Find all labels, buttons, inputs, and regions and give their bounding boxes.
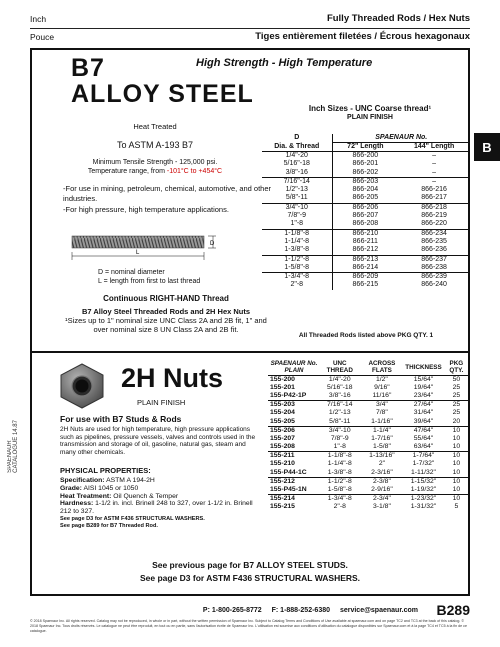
table-cell: 1-3/4"-8 xyxy=(320,495,360,504)
table-cell: 25 xyxy=(443,401,470,410)
table-cell: 155-200 xyxy=(270,375,295,383)
table-row xyxy=(262,281,470,289)
table-cell: 47/64" xyxy=(404,426,442,435)
contact-info xyxy=(195,607,418,614)
table-row xyxy=(268,435,470,443)
hardness-line: Hardness: 1-1/2 in. incl. Brinell 248 to 327, over 1-1/2 in. Brinell 212 to 327. xyxy=(60,500,253,516)
table-cell: 10 xyxy=(452,485,461,493)
table-cell: 1-3/4"-8 xyxy=(262,273,332,282)
catalog-brand: SPAENAUR xyxy=(7,440,13,473)
table-cell: 1/4"-20 xyxy=(285,152,308,159)
table-cell: 866-240 xyxy=(421,281,447,289)
see-previous-note: See previous page for B7 ALLOY STEEL STUDS. xyxy=(152,560,348,570)
tensile-info xyxy=(60,158,250,176)
table-cell: 2-9/16" xyxy=(371,485,393,493)
grade-line: Grade: AISI 1045 or 1050 xyxy=(60,484,139,492)
table-row xyxy=(268,495,470,504)
table-cell: 866-210 xyxy=(332,229,398,238)
table-cell: 155-211 xyxy=(268,452,320,461)
table-cell: 31/64" xyxy=(413,409,434,417)
rods-group-header: SPAENAUR No. xyxy=(332,134,470,143)
table-cell: 1-31/32" xyxy=(410,503,437,511)
table-cell: 27/64" xyxy=(404,401,442,410)
table-cell: 155-P45-1N xyxy=(270,485,307,493)
table-row xyxy=(262,169,470,178)
table-cell: 3/4"-10 xyxy=(262,203,332,212)
table-cell: 155-208 xyxy=(270,443,295,451)
section-divider xyxy=(30,351,470,353)
table-row xyxy=(262,160,470,168)
table-cell: 866-217 xyxy=(421,194,447,202)
table-cell: 5/16"-18 xyxy=(327,383,353,391)
alloy-steel-title: ALLOY STEEL xyxy=(71,80,254,108)
table-cell: 7/16"-14 xyxy=(320,401,360,410)
table-cell: 1-23/32" xyxy=(404,495,442,504)
table-cell: 155-201 xyxy=(270,383,295,391)
table-cell: 866-235 xyxy=(421,237,447,245)
table-cell: 5 xyxy=(454,503,459,511)
nuts-table xyxy=(268,360,470,511)
nuts-description: 2H Nuts are used for high temperature, high pressure applications such as pipelines, pressure vessels, valves and controls used in the transmission and storage of oil, gasoline, natural gas, steam and many other chemicals. xyxy=(60,426,256,456)
b7-subtitle: High Strength - High Temperature xyxy=(196,57,373,69)
table-cell: 866-214 xyxy=(332,264,398,273)
washer-note: See page D3 for ASTM F436 STRUCTURAL WASHERS. xyxy=(60,515,205,522)
table-row xyxy=(262,203,470,212)
nuts-col-part: SPAENAUR No. PLAIN xyxy=(268,360,320,375)
section-tab[interactable]: B xyxy=(474,133,500,161)
table-cell: 3/4" xyxy=(360,401,405,410)
table-cell: 155-214 xyxy=(268,495,320,504)
table-cell: 866-238 xyxy=(421,263,447,271)
table-cell: 866-239 xyxy=(398,273,470,282)
table-row xyxy=(268,426,470,435)
table-cell: 155-P44-1C xyxy=(270,468,307,476)
table-cell: 10 xyxy=(452,460,461,468)
table-cell: 866-215 xyxy=(332,281,398,289)
table-row xyxy=(268,418,470,427)
table-cell: 1-5/8" xyxy=(372,443,391,451)
table-cell: 1-3/8"-8 xyxy=(284,246,310,254)
b7-use-item: -For high pressure, high temperature applications. xyxy=(63,205,229,214)
table-cell: 2"-8 xyxy=(333,503,346,511)
table-cell: 2-3/4" xyxy=(360,495,405,504)
table-cell: 1-1/2"-8 xyxy=(262,255,332,264)
table-cell: 10 xyxy=(452,434,461,442)
hex-nut-image xyxy=(58,363,106,409)
table-row xyxy=(268,443,470,452)
table-row xyxy=(262,177,470,186)
table-row xyxy=(262,186,470,194)
table-cell: 10 xyxy=(443,452,470,461)
nuts-col-flats: ACROSS FLATS xyxy=(360,360,405,375)
table-cell: 1-1/8"-8 xyxy=(320,452,360,461)
nuts-use-heading: For use with B7 Studs & Rods xyxy=(60,414,182,424)
table-cell: 1-7/64" xyxy=(404,452,442,461)
header-left-fr: Pouce xyxy=(30,32,55,42)
table-row xyxy=(268,460,470,468)
b7-title: B7 xyxy=(71,54,105,82)
astm-label: To ASTM A-193 B7 xyxy=(116,140,194,150)
table-cell: – xyxy=(398,177,470,186)
table-cell: 866-200 xyxy=(332,152,398,161)
rods-col-144: 144" Length xyxy=(398,143,470,152)
b7-note xyxy=(60,307,272,334)
table-row xyxy=(268,452,470,461)
table-row xyxy=(262,194,470,203)
table-cell: 1/2"-13 xyxy=(285,186,308,194)
b7-uses-list xyxy=(63,184,273,217)
phone-number[interactable]: P: 1-800-265-8772 xyxy=(202,607,262,614)
table-cell: 155-P42-1P xyxy=(270,392,307,400)
table-cell: 1-1/4"-8 xyxy=(284,237,310,245)
table-cell: 10 xyxy=(443,495,470,504)
table-cell: – xyxy=(432,160,437,168)
table-cell: 1/2"-13 xyxy=(328,409,351,417)
tensile-strength: Minimum Tensile Strength - 125,000 psi. xyxy=(92,159,218,166)
dimension-legend xyxy=(98,269,200,286)
table-cell: 7/8" xyxy=(375,409,388,417)
table-cell: 11/16" xyxy=(372,392,392,400)
l-legend: L = length from first to last thread xyxy=(98,277,201,285)
temperature-range: Temperature range, from -101°C to +454°C xyxy=(87,168,223,175)
table-row xyxy=(268,469,470,478)
table-cell: 23/64" xyxy=(413,392,434,400)
table-cell: 1/4"-20 xyxy=(328,375,351,383)
table-cell: 1"-8 xyxy=(290,220,304,228)
table-cell: 2-3/8" xyxy=(360,477,405,486)
table-cell: 155-210 xyxy=(270,460,295,468)
table-cell: 155-205 xyxy=(270,417,295,425)
table-row xyxy=(262,220,470,229)
table-cell: 10 xyxy=(443,477,470,486)
nuts-col-qty: PKG QTY. xyxy=(443,360,470,375)
table-cell: 866-237 xyxy=(398,255,470,264)
copyright-text: © 2018 Spaenaur Inc. All rights reserved. Catalog may not be reproduced, in whole or in part, without the written permission of Spaenaur Inc. Subject to Catalog Terms and Conditions of Use available at spaenaur.com and on page TC2 and TC3 at the back of this catalog. © 2018 Spaenaur Inc. Tous droits réservés. Le catalogue ne peut être reproduit, en tout ou en partie, sans l'autorisation écrite de Spaenaur Inc. L'utilisation est soumise aux conditions d'utilisation du catalogue disponibles sur Spaenaur.com et à la page TC4 et TC5 à la fin de ce catalogue. xyxy=(30,619,467,633)
table-cell: 19/64" xyxy=(413,383,434,391)
table-cell: 1-1/4" xyxy=(360,426,405,435)
table-cell: 155-215 xyxy=(270,503,295,511)
table-cell: 25 xyxy=(452,383,461,391)
table-cell: 7/16"-14 xyxy=(262,177,332,186)
table-cell: – xyxy=(432,152,437,159)
table-row xyxy=(268,392,470,401)
table-cell: 7/8"-9 xyxy=(287,212,306,220)
table-row xyxy=(262,273,470,282)
table-cell: 155-203 xyxy=(268,401,320,410)
dim-l-label: L xyxy=(136,250,140,256)
table-cell: 866-201 xyxy=(332,160,398,168)
table-cell: 2-3/16" xyxy=(371,468,393,476)
table-cell: 155-207 xyxy=(270,434,295,442)
table-cell: 866-218 xyxy=(398,203,470,212)
b7-note-text: ¹Sizes up to 1" nominal size UNC Class 2A and 2B fit, 1" and over nominal size 8 UN Class 2A and 2B fit. xyxy=(65,316,267,334)
email-link[interactable]: service@spaenaur.com xyxy=(339,607,418,614)
table-cell: 55/64" xyxy=(413,434,434,442)
heat-treatment-line: Heat Treatment: Oil Quench & Temper xyxy=(60,492,179,500)
table-cell: 1-7/16" xyxy=(371,434,393,442)
table-cell: 10 xyxy=(443,426,470,435)
table-cell: 155-212 xyxy=(268,477,320,486)
table-row xyxy=(268,384,470,392)
table-row xyxy=(268,503,470,511)
rods-table xyxy=(262,134,470,290)
see-washers-note: See page D3 for ASTM F436 STRUCTURAL WASHERS. xyxy=(139,573,361,583)
table-cell: 866-208 xyxy=(332,220,398,229)
table-row xyxy=(268,375,470,384)
table-cell: 1/2" xyxy=(375,375,388,383)
table-cell: 866-202 xyxy=(332,169,398,178)
header-right-fr: Tiges entièrement filetées / Écrous hexagonaux xyxy=(255,31,470,42)
table-cell: 1-1/2"-8 xyxy=(320,477,360,486)
table-cell: 866-219 xyxy=(421,212,447,220)
table-cell: 1-7/32" xyxy=(412,460,435,468)
table-row xyxy=(268,477,470,486)
rods-col-d: D xyxy=(294,134,300,142)
table-cell: 3/8"-16 xyxy=(328,392,351,400)
heat-treated-label: Heat Treated xyxy=(133,122,177,131)
table-cell: 1-1/4"-8 xyxy=(327,460,352,468)
table-cell: 5/8"-11 xyxy=(329,417,351,425)
table-cell: 1-1/16" xyxy=(371,417,393,425)
dim-d-label: D xyxy=(210,241,215,247)
nut-specs xyxy=(60,477,265,530)
table-row xyxy=(268,409,470,417)
table-row xyxy=(262,212,470,220)
rod-page-note: See page B289 for B7 Threaded Rod. xyxy=(60,522,158,529)
table-cell: 866-206 xyxy=(332,203,398,212)
physical-properties-heading: PHYSICAL PROPERTIES: xyxy=(60,466,151,475)
table-cell: 1-1/8"-8 xyxy=(262,229,332,238)
table-cell: 39/64" xyxy=(413,417,434,425)
table-cell: 1-19/32" xyxy=(410,485,437,493)
table-cell: 7/8"-9 xyxy=(330,434,349,442)
table-cell: 1"-8 xyxy=(333,443,346,451)
table-cell: 50 xyxy=(452,375,461,383)
table-cell: 5/8"-11 xyxy=(285,194,308,202)
table-cell: 155-206 xyxy=(268,426,320,435)
table-cell: 20 xyxy=(452,417,461,425)
table-cell: – xyxy=(432,168,437,176)
table-cell: 15/64" xyxy=(413,375,434,383)
table-cell: 155-204 xyxy=(270,409,295,417)
table-cell: 866-203 xyxy=(332,177,398,186)
table-row xyxy=(262,238,470,246)
table-row xyxy=(268,401,470,410)
table-cell: 10 xyxy=(452,443,461,451)
table-cell: 866-205 xyxy=(332,194,398,203)
b7-use-item: -For use in mining, petroleum, chemical, automotive, and other industries. xyxy=(63,184,272,203)
table-row xyxy=(262,264,470,273)
table-cell: 25 xyxy=(452,409,461,417)
table-cell: 3-1/8" xyxy=(372,503,391,511)
table-cell: 5/16"-18 xyxy=(283,160,310,168)
table-cell: 3/8"-16 xyxy=(285,168,308,176)
table-row xyxy=(262,152,470,161)
table-cell: 1-13/16" xyxy=(360,452,405,461)
table-cell: 25 xyxy=(452,392,461,400)
table-cell: 1-5/8"-8 xyxy=(284,263,310,271)
header-divider xyxy=(30,28,470,29)
table-cell: 2"-8 xyxy=(290,281,304,289)
table-cell: 866-207 xyxy=(332,212,398,220)
header-left-en: Inch xyxy=(30,14,47,24)
table-cell: 10 xyxy=(452,468,461,476)
continuous-thread-label: Continuous RIGHT-HAND Thread xyxy=(103,294,229,303)
table-row xyxy=(262,246,470,255)
rods-finish-label: PLAIN FINISH xyxy=(347,114,393,121)
table-cell: 63/64" xyxy=(413,443,434,451)
inch-sizes-heading: Inch Sizes - UNC Coarse thread¹ xyxy=(308,104,432,113)
table-cell: 3/4"-10 xyxy=(320,426,360,435)
table-row xyxy=(268,486,470,495)
b7-note-title: B7 Alloy Steel Threaded Rods and 2H Hex Nuts xyxy=(81,307,251,316)
table-cell: 866-212 xyxy=(332,246,398,255)
table-cell: 1-5/8"-8 xyxy=(327,485,352,493)
nuts-title: 2H Nuts xyxy=(121,363,224,393)
threaded-rod-illustration xyxy=(68,226,220,262)
rods-pkg-note: All Threaded Rods listed above PKG QTY. 1 xyxy=(298,332,434,339)
table-row xyxy=(262,229,470,238)
table-cell: 866-216 xyxy=(421,186,447,194)
nuts-col-thread: UNC THREAD xyxy=(320,360,360,375)
d-legend: D = nominal diameter xyxy=(98,269,165,276)
table-cell: 9/16" xyxy=(374,383,390,391)
rods-col-72: 72" Length xyxy=(332,143,398,152)
table-cell: 866-213 xyxy=(332,255,398,264)
table-cell: 866-204 xyxy=(332,186,398,194)
table-cell: 1-3/8"-8 xyxy=(327,468,352,476)
table-cell: 1-11/32" xyxy=(411,468,436,476)
header-right-en: Fully Threaded Rods / Hex Nuts xyxy=(326,13,470,24)
table-row xyxy=(262,255,470,264)
nuts-finish-label: PLAIN FINISH xyxy=(137,398,186,407)
table-cell: 866-209 xyxy=(332,273,398,282)
catalog-vertical-label xyxy=(7,420,19,473)
nuts-col-thickness: THICKNESS xyxy=(404,360,442,375)
table-cell: 1-15/32" xyxy=(404,477,442,486)
table-cell: 866-220 xyxy=(421,220,447,228)
spec-line: Specification: ASTM A 194-2H xyxy=(60,477,155,484)
table-cell: 866-211 xyxy=(332,238,398,246)
table-cell: 2" xyxy=(378,460,386,468)
table-cell: 866-236 xyxy=(421,246,447,254)
catalog-number: CATALOGUE 14.87 xyxy=(13,420,19,473)
rods-col-dia: Dia. & Thread xyxy=(262,143,332,152)
table-cell: 866-234 xyxy=(398,229,470,238)
fax-number: F: 1-888-252-6380 xyxy=(271,607,330,614)
page-number: B289 xyxy=(436,602,470,618)
